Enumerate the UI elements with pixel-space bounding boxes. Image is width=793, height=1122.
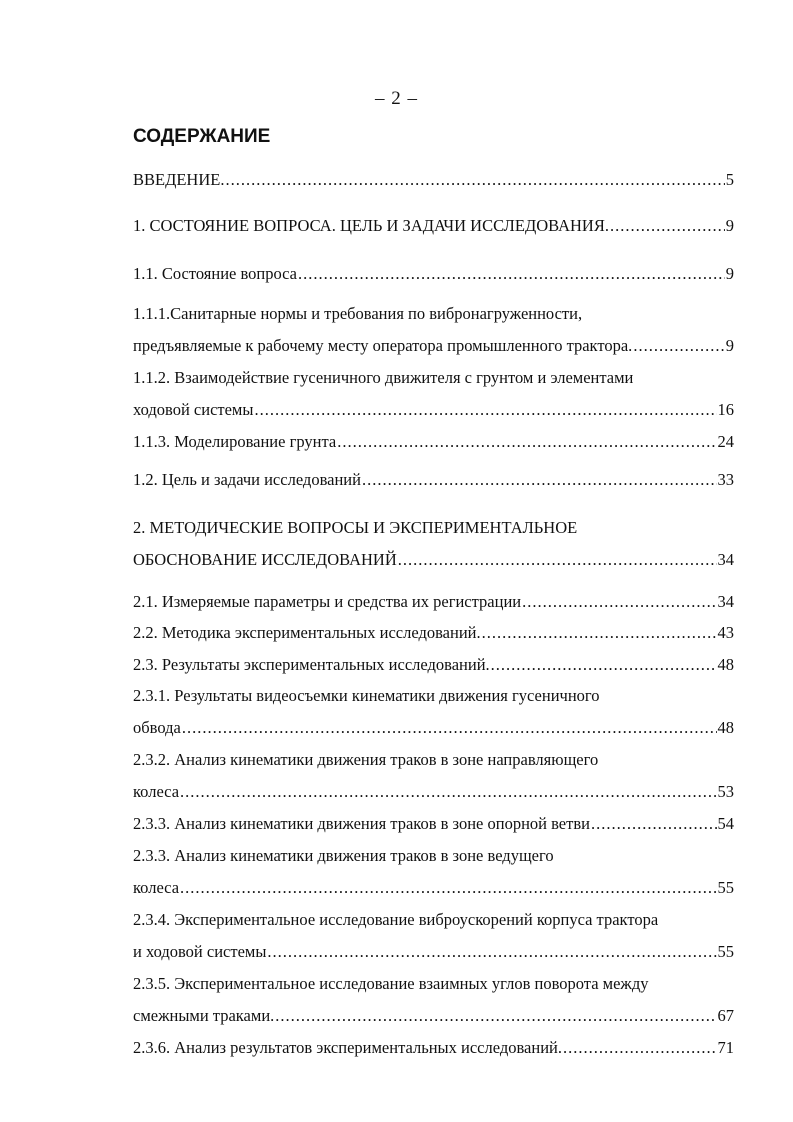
- toc-entry-2-3-6[interactable]: 2.3.6. Анализ результатов экспериментальных исследований. ..... 71: [133, 1038, 734, 1058]
- toc-entry-2-2[interactable]: 2.2. Методика экспериментальных исследований. ..... 43: [133, 623, 734, 643]
- toc-entry-1-1-1[interactable]: 1.1.1.Санитарные нормы и требования по вибронагруженности, предъявляемые к рабочему месту оператора промышленного трактора. ..... 9: [133, 304, 734, 368]
- toc-entry-2-3[interactable]: 2.3. Результаты экспериментальных исследований. ..... 48: [133, 655, 734, 675]
- toc-entry-2-3-3-drive[interactable]: 2.3.3. Анализ кинематики движения траков в зоне ведущего колеса ..... 55: [133, 846, 734, 910]
- toc-entry-1-1-2[interactable]: 1.1.2. Взаимодействие гусеничного движителя с грунтом и элементами ходовой системы ..... 16: [133, 368, 734, 432]
- toc-entry-2-3-3-support[interactable]: 2.3.3. Анализ кинематики движения траков в зоне опорной ветви ..... 54: [133, 814, 734, 834]
- toc-entry-1-1[interactable]: 1.1. Состояние вопроса ..... 9: [133, 264, 734, 284]
- toc-heading: СОДЕРЖАНИЕ: [133, 126, 271, 147]
- toc-entry-chapter-2[interactable]: 2. МЕТОДИЧЕСКИЕ ВОПРОСЫ И ЭКСПЕРИМЕНТАЛЬНОЕ ОБОСНОВАНИЕ ИССЛЕДОВАНИЙ ..... 34: [133, 518, 734, 582]
- toc-entry-2-3-1[interactable]: 2.3.1. Результаты видеосъемки кинематики движения гусеничного обвода ..... 48: [133, 686, 734, 750]
- toc-entry-2-3-5[interactable]: 2.3.5. Экспериментальное исследование взаимных углов поворота между смежными траками. ..... 67: [133, 974, 734, 1038]
- toc-entry-1-2[interactable]: 1.2. Цель и задачи исследований ..... 33: [133, 470, 734, 490]
- toc-entry-introduction[interactable]: ВВЕДЕНИЕ. ..... 5: [133, 170, 734, 190]
- toc-entry-1-1-3[interactable]: 1.1.3. Моделирование грунта ..... 24: [133, 432, 734, 452]
- toc-entry-chapter-1[interactable]: 1. СОСТОЯНИЕ ВОПРОСА. ЦЕЛЬ И ЗАДАЧИ ИССЛЕДОВАНИЯ. ..... 9: [133, 216, 734, 236]
- page-number: – 2 –: [375, 88, 418, 109]
- toc-entry-2-3-4[interactable]: 2.3.4. Экспериментальное исследование виброускорений корпуса трактора и ходовой системы ..... 55: [133, 910, 734, 974]
- toc-entry-2-3-2[interactable]: 2.3.2. Анализ кинематики движения траков в зоне направляющего колеса ..... 53: [133, 750, 734, 814]
- toc-entry-2-1[interactable]: 2.1. Измеряемые параметры и средства их регистрации ..... 34: [133, 592, 734, 612]
